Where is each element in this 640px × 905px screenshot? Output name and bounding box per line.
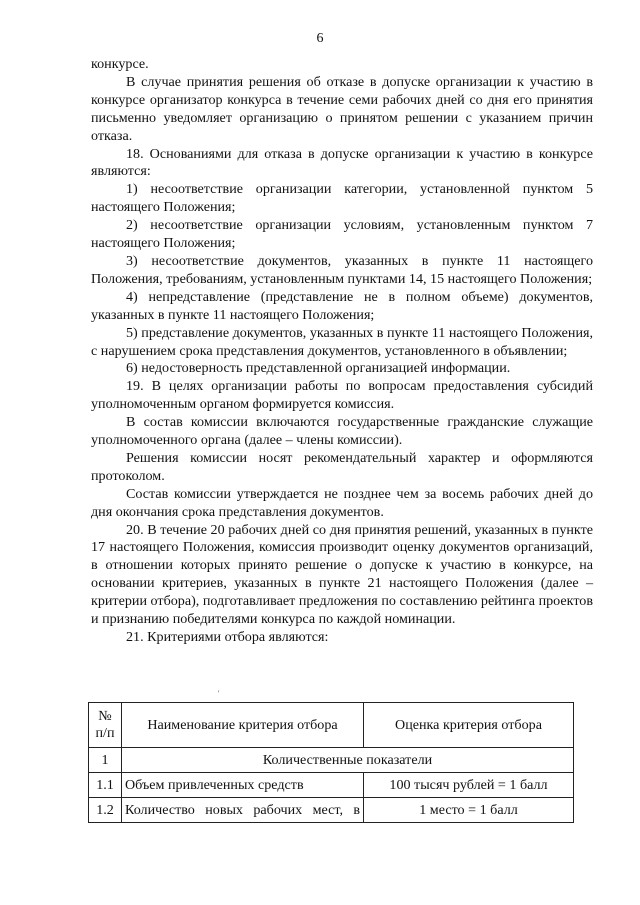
paragraph-6: 3) несоответствие документов, указанных в пункте 11 настоящего Положения, требованиям, установленным пунктами 14, 15 настоящего Положения; [91,252,593,287]
paragraph-15: 21. Критериями отбора являются: [126,629,329,645]
paragraph-7: 4) непредставление (представление не в полном объеме) документов, указанных в пункте 11 настоящего Положения; [91,288,593,323]
section-title: Количественные показатели [122,748,574,773]
row-criterion-name: Объем привлеченных средств [122,773,364,798]
table-section-row [89,748,574,773]
header-number: № п/п [89,703,122,748]
paragraph-10: 19. В целях организации работы по вопросам предоставления субсидий уполномоченным органом формируется комиссия. [91,378,593,413]
section-number: 1 [89,748,122,773]
row-criterion-name: Количество новых рабочих мест, в [122,798,364,823]
criteria-table [88,702,574,823]
paragraph-13: Состав комиссии утверждается не позднее чем за восемь рабочих дней до дня окончания срока представления документов. [91,485,593,520]
row-number: 1.1 [89,773,122,798]
paragraph-2: В случае принятия решения об отказе в допуске организации к участию в конкурсе организатор конкурса в течение семи рабочих дней со дня его принятия письменно уведомляет организацию о принятом решении с указанием причин отказа. [91,73,593,144]
paragraph-8: 5) представление документов, указанных в пункте 11 настоящего Положения, с нарушением срока представления документов, установленного в объявлении; [91,324,593,359]
header-criterion-name: Наименование критерия отбора [122,703,364,748]
stray-mark: ' [218,689,220,698]
paragraph-14: 20. В течение 20 рабочих дней со дня принятия решений, указанных в пункте 17 настоящего Положения, комиссия производит оценку документов организаций, в отношении которых принято решение о допуске к участию в конкурсе, на основании критериев, указанных в пункте 21 настоящего Положения (далее – критерии отбора), подготавливает предложения по составлению рейтинга проектов и признанию победителями конкурса по каждой номинации. [91,521,593,628]
paragraph-5: 2) несоответствие организации условиям, установленным пунктом 7 настоящего Положения; [91,217,593,252]
paragraph-1: конкурсе. [91,56,149,72]
paragraph-3: 18. Основаниями для отказа в допуске организации к участию в конкурсе являются: [91,145,593,180]
paragraph-9: 6) недостоверность представленной организацией информации. [126,360,511,377]
page-number: 6 [316,31,324,46]
table-row [89,798,574,823]
paragraph-4: 1) несоответствие организации категории, установленной пунктом 5 настоящего Положения; [91,181,593,216]
table-header-row [89,703,574,748]
paragraph-11: В состав комиссии включаются государственные гражданские служащие уполномоченного органа (далее – члены комиссии). [91,414,593,449]
body-text [91,56,593,647]
row-criterion-score: 100 тысяч рублей = 1 балл [364,773,574,798]
table-row [89,773,574,798]
header-criterion-score: Оценка критерия отбора [364,703,574,748]
row-criterion-score: 1 место = 1 балл [364,798,574,823]
paragraph-12: Решения комиссии носят рекомендательный характер и оформляются протоколом. [91,449,593,484]
row-number: 1.2 [89,798,122,823]
